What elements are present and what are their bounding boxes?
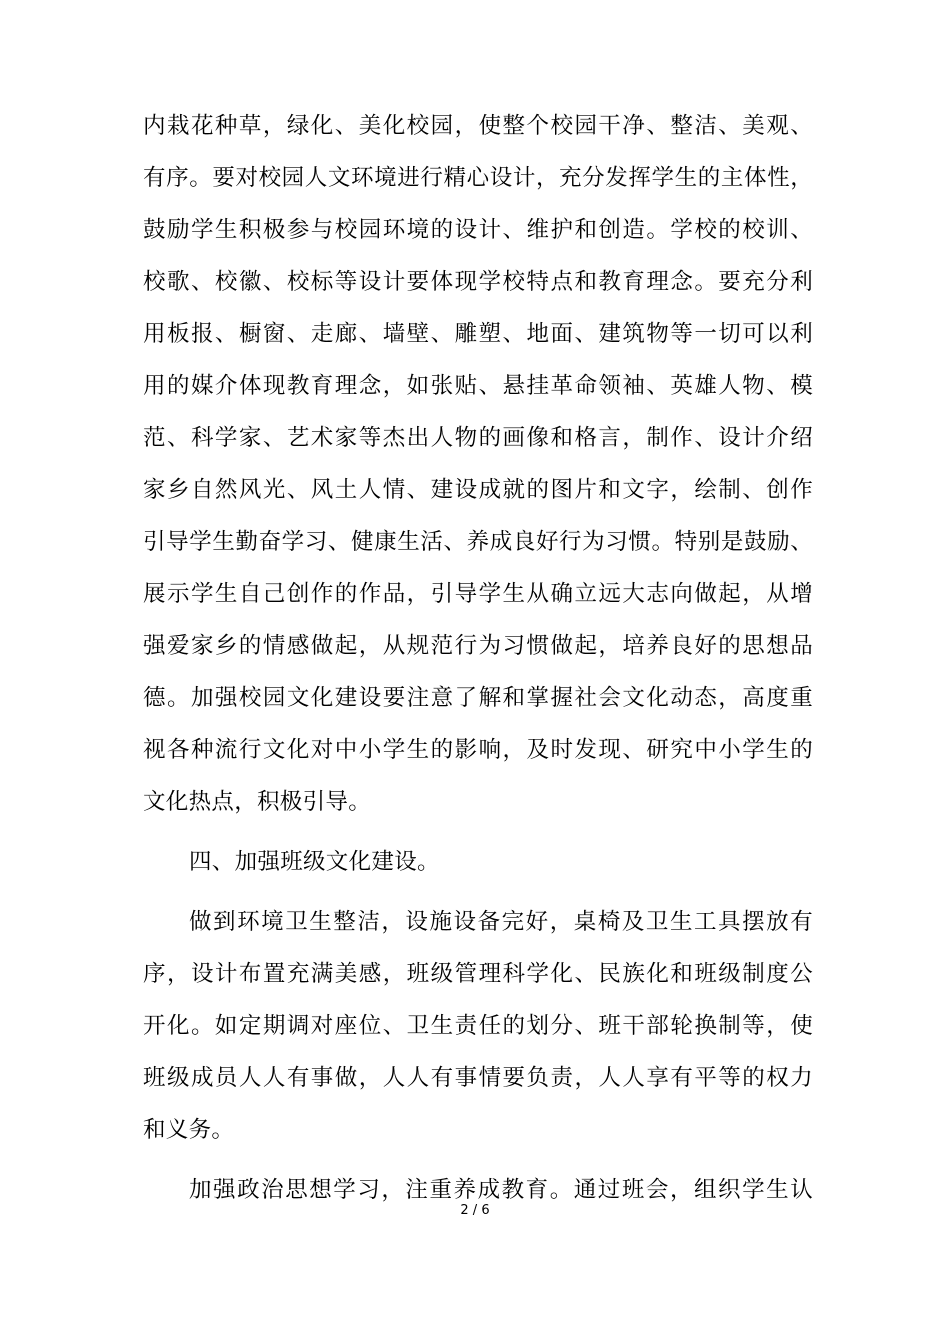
- text-line: 强爱家乡的情感做起，从规范行为习惯做起，培养良好的思想品: [143, 633, 813, 659]
- paragraph-class-environment: [143, 896, 813, 1156]
- text-line: 做到环境卫生整洁，设施设备完好，桌椅及卫生工具摆放有: [189, 909, 813, 935]
- text-line: 开化。如定期调对座位、卫生责任的划分、班干部轮换制等，使: [143, 1013, 813, 1039]
- text-line: 加强政治思想学习，注重养成教育。通过班会，组织学生认: [189, 1177, 813, 1203]
- text-line: 用板报、橱窗、走廊、墙壁、雕塑、地面、建筑物等一切可以利: [143, 321, 813, 347]
- text-line: 展示学生自己创作的作品，引导学生从确立远大志向做起，从增: [143, 581, 813, 607]
- text-line: 德。加强校园文化建设要注意了解和掌握社会文化动态，高度重: [143, 685, 813, 711]
- text-line: 序，设计布置充满美感，班级管理科学化、民族化和班级制度公: [143, 961, 813, 987]
- text-line: 内栽花种草，绿化、美化校园，使整个校园干净、整洁、美观、: [143, 113, 813, 139]
- text-line: 和义务。: [143, 1117, 235, 1143]
- text-line: 家乡自然风光、风土人情、建设成就的图片和文字，绘制、创作: [143, 477, 813, 503]
- paragraph-campus-environment: [143, 100, 813, 828]
- heading-text: 四、加强班级文化建设。: [189, 849, 440, 875]
- text-line: 班级成员人人有事做，人人有事情要负责，人人享有平等的权力: [143, 1065, 813, 1091]
- text-line: 用的媒介体现教育理念，如张贴、悬挂革命领袖、英雄人物、模: [143, 373, 813, 399]
- text-line: 校歌、校徽、校标等设计要体现学校特点和教育理念。要充分利: [143, 269, 813, 295]
- text-line: 文化热点，积极引导。: [143, 789, 372, 815]
- text-line: 引导学生勤奋学习、健康生活、养成良好行为习惯。特别是鼓励、: [143, 529, 813, 555]
- text-line: 视各种流行文化对中小学生的影响，及时发现、研究中小学生的: [143, 737, 813, 763]
- body-text: [143, 100, 813, 1216]
- text-line: 鼓励学生积极参与校园环境的设计、维护和创造。学校的校训、: [143, 217, 813, 243]
- text-line: 范、科学家、艺术家等杰出人物的画像和格言，制作、设计介绍: [143, 425, 813, 451]
- page-number: 2 / 6: [460, 1203, 490, 1218]
- text-line: 有序。要对校园人文环境进行精心设计，充分发挥学生的主体性，: [143, 165, 813, 191]
- section-heading: [143, 836, 813, 888]
